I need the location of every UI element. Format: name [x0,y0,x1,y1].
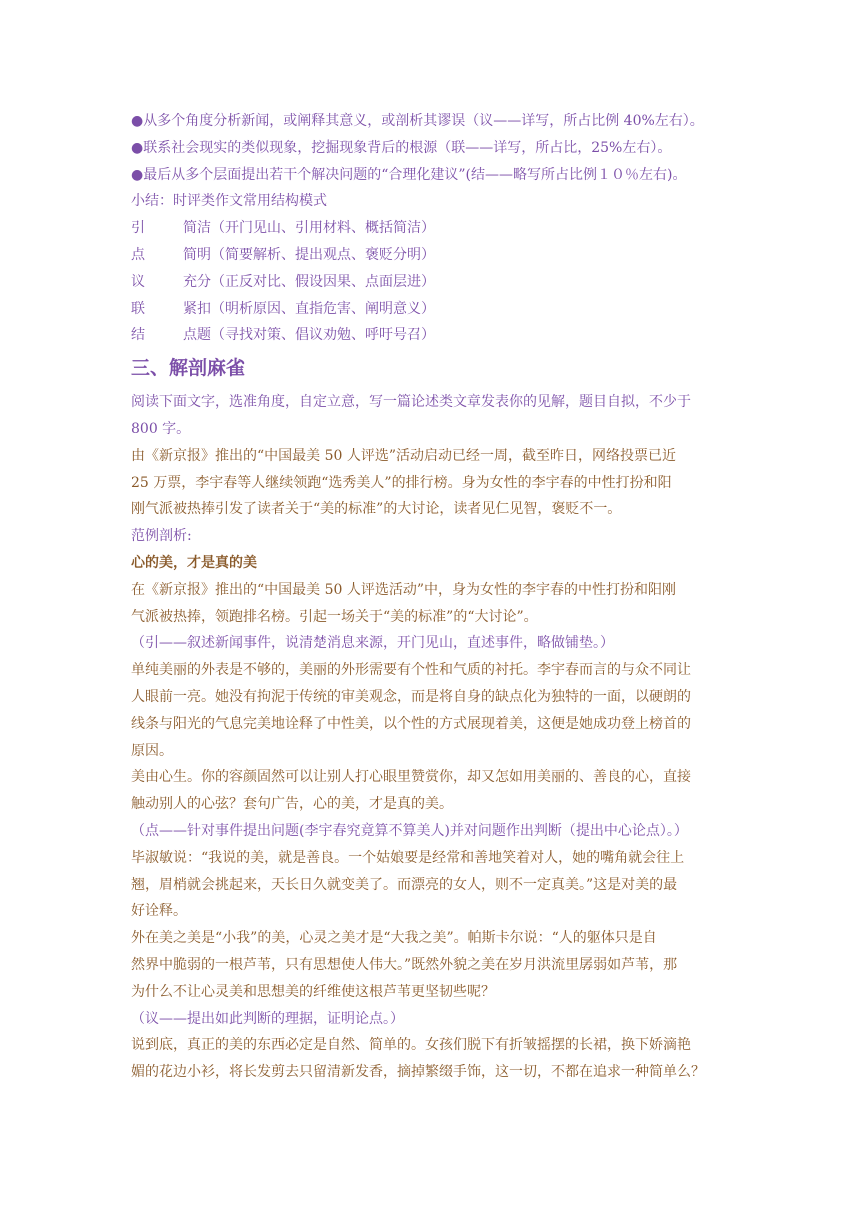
structure-row [131,269,736,296]
material-line: 由《新京报》推出的“中国最美 50 人评选”活动启动已经一周，截至昨日，网络投票已近 [131,447,677,464]
essay-line: 在《新京报》推出的“中国最美 50 人评选活动”中，身为女性的李宇春的中性打扮和阳刚 [131,581,677,598]
essay-line: 为什么不让心灵美和思想美的纤维使这根芦苇更坚韧些呢？ [131,983,495,1000]
structure-desc: 充分（正反对比、假设因果、点面层进） [183,273,435,290]
structure-key: 引 [131,220,145,237]
essay-line: 美由心生。你的容颜固然可以让别人打心眼里赞赏你，却又怎如用美丽的、善良的心，直接 [131,769,691,786]
essay-line: 原因。 [131,742,173,759]
bullet-analysis: ●从多个角度分析新闻，或阐释其意义，或剖析其谬误（议——详写，所占比例 40%左右）。 [131,113,704,129]
structure-desc: 点题（寻找对策、倡议劝勉、呼吁号召） [183,327,435,344]
structure-desc: 紧扣（明析原因、直指危害、阐明意义） [183,300,435,317]
essay-line: 说到底，真正的美的东西必定是自然、简单的。女孩们脱下有折皱摇摆的长裙，换下娇滴艳 [131,1037,691,1054]
essay-line: 然界中脆弱的一根芦苇，只有思想使人伟大。”既然外貌之美在岁月洪流里孱弱如芦苇，那 [131,956,678,973]
essay-line: 气派被热捧，领跑排名榜。引起一场关于“美的标准”的“大讨论”。 [131,608,538,625]
essay-line: 触动别人的心弦？套句广告，心的美，才是真的美。 [131,796,453,813]
structure-desc: 简明（简要解析、提出观点、褒贬分明） [183,246,435,263]
structure-table [131,215,736,349]
annotation-dian: （点——针对事件提出问题(李宇春究竟算不算美人)并对问题作出判断（提出中心论点）。） [131,822,688,839]
structure-key: 点 [131,246,145,263]
document-content [131,108,736,1086]
summary-title: 小结：时评类作文常用结构模式 [131,193,327,210]
annotation-yi: （议——提出如此判断的理据，证明论点。） [131,1010,404,1027]
essay-line: 人眼前一亮。她没有拘泥于传统的审美观念，而是将自身的缺点化为独特的一面，以硬朗的 [131,688,691,705]
bullet-conclude: ●最后从多个层面提出若干个解决问题的“合理化建议”(结——略写所占比例１０％左右)。 [131,166,687,183]
material-line: 25 万票，李宇春等人继续领跑“选秀美人”的排行榜。身为女性的李宇春的中性打扮和阳 [131,474,672,491]
structure-key: 结 [131,327,145,344]
structure-key: 联 [131,300,145,317]
structure-row [131,322,736,349]
section-heading: 三、解剖麻雀 [131,357,246,380]
prompt-line: 800 字。 [131,420,191,437]
essay-line: 翘，眉梢就会挑起来，天长日久就变美了。而漂亮的女人，则不一定真美。”这是对美的最 [131,876,678,893]
bullet-connect: ●联系社会现实的类似现象，挖掘现象背后的根源（联——详写，所占比，25%左右）。 [131,139,672,156]
material-line: 刚气派被热捧引发了读者关于“美的标准”的大讨论，读者见仁见智，褒贬不一。 [131,501,622,518]
structure-row [131,215,736,242]
structure-row [131,242,736,269]
essay-line: 单纯美丽的外表是不够的，美丽的外形需要有个性和气质的衬托。李宇春而言的与众不同让 [131,662,691,679]
essay-line: 线条与阳光的气息完美地诠释了中性美，以个性的方式展现着美，这便是她成功登上榜首的 [131,715,691,732]
essay-line: 外在美之美是“小我”的美，心灵之美才是“大我之美”。帕斯卡尔说：“人的躯体只是自 [131,930,657,947]
example-label: 范例剖析: [131,528,192,545]
annotation-yin: （引——叙述新闻事件，说清楚消息来源，开门见山，直述事件，略做铺垫。） [131,635,614,652]
prompt-line: 阅读下面文字，选准角度，自定立意，写一篇论述类文章发表你的见解，题目自拟，不少于 [131,394,691,411]
structure-row [131,296,736,323]
essay-line: 毕淑敏说：“我说的美，就是善良。一个姑娘要是经常和善地笑着对人，她的嘴角就会往上 [131,849,685,866]
essay-line: 媚的花边小衫，将长发剪去只留清新发香，摘掉繁缀手饰，这一切，不都在追求一种简单么？ [131,1064,705,1081]
essay-line: 好诠释。 [131,903,187,920]
structure-desc: 简洁（开门见山、引用材料、概括简洁） [183,220,435,237]
structure-key: 议 [131,273,145,290]
essay-title: 心的美，才是真的美 [131,554,257,571]
